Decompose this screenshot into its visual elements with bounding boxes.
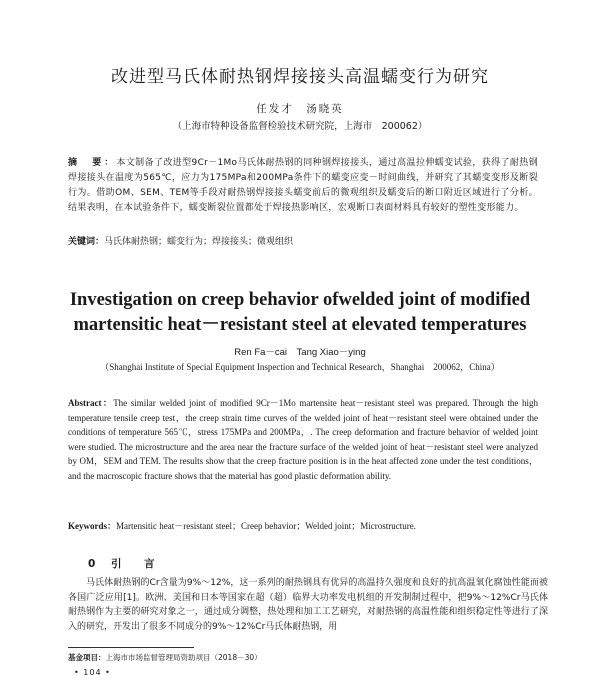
english-authors: Ren Fa－cai Tang Xiao－ying	[234, 347, 366, 358]
page-number: • 104 •	[74, 668, 111, 677]
chinese-keywords-text: 马氏体耐热钢；蠕变行为；焊接接头；微观组织	[104, 237, 294, 247]
chinese-keywords-label: 关键词：	[68, 237, 105, 247]
english-abstract-text: The similar welded joint of modified 9Cr－1Mo martensite heat－resistant steel was prepared. Through the high temperature tensile creep test，the creep strain time curves of the welded joint of heat－resistant steel were obtained under the conditions of temperature 565℃，stress 175MPa and 200MPa，. The creep deformation and fracture behavior of welded joint were studied. The microstructure and the area near the fracture surface of the welded joint of heat－resistant steel were analyzed by OM，SEM and TEM. The results show that the creep fracture position is in the heat affected zone under the test conditions，and the macroscopic fracture shows that the material has good plastic deformation ability.	[68, 398, 538, 481]
footnote-label: 基金项目：	[68, 653, 106, 662]
footnote-divider	[68, 647, 194, 648]
english-keywords	[68, 519, 538, 532]
chinese-title: 改进型马氏体耐热钢焊接接头高温蠕变行为研究	[111, 67, 489, 87]
introduction-paragraph: 马氏体耐热钢的Cr含量为9%～12%，这一系列的耐热钢具有优异的高温持久强度和良好的抗高温氧化腐蚀性能而被各国广泛应用[1]。欧洲、美国和日本等国家在超（超）临界大功率发电机组的开发制制过程中，把9%～12%Cr马氏体耐热钢作为主要的研究对象之一，通过成分调整，热处理和加工工艺研究，对耐热钢的高温性能和组织稳定性等进行了深入的研究，开发出了很多不同成分的9%～12%Cr马氏体耐热钢，用	[68, 578, 548, 632]
section-number: 0	[88, 558, 102, 570]
chinese-abstract-text: 本文制备了改进型9Cr－1Mo马氏体耐热钢的同种钢焊接接头，通过高温拉伸蠕变试验，获得了耐热钢焊接接头在温度为565℃，应力为175MPa和200MPa条件下的蠕变应变－时间曲线，并研究了其蠕变变形及断裂行为。借助OM、SEM、TEM等手段对耐热钢焊接接头蠕变前后的微观组织及蠕变后的断口附近区域进行了分析。结果表明，在本试验条件下，蠕变断裂位置都处于焊接热影响区，宏观断口表面材料具有较好的塑性变形能力。	[68, 158, 538, 213]
english-abstract	[68, 396, 538, 484]
english-affiliation: （Shanghai Institute of Special Equipment Inspection and Technical Research，Shanghai 200062，China）	[100, 362, 500, 372]
english-title-line-1: Investigation on creep behavior ofwelded joint of modified	[69, 290, 531, 310]
section-title: 引 言	[110, 558, 161, 570]
footnote-text: 上海市市场监督管理局资助项目（2018－30）	[105, 653, 262, 662]
chinese-keywords	[68, 235, 538, 249]
english-title	[0, 288, 600, 338]
chinese-affiliation: （上海市特种设备监督检验技术研究院，上海市 200062）	[172, 121, 428, 132]
chinese-abstract	[68, 156, 538, 216]
english-keywords-label: Keywords：	[68, 521, 116, 531]
english-title-line-2: martensitic heat－resistant steel at elevated temperatures	[73, 315, 527, 335]
chinese-authors: 任发才 汤晓英	[256, 103, 344, 115]
english-keywords-text: Martensitic heat－resistant steel；Creep behavior；Welded joint；Microstructure.	[116, 521, 416, 531]
funding-footnote	[68, 652, 262, 663]
chinese-abstract-label: 摘 要：	[68, 158, 117, 168]
english-abstract-label: Abstract：	[68, 398, 114, 408]
section-heading-introduction	[88, 556, 160, 571]
